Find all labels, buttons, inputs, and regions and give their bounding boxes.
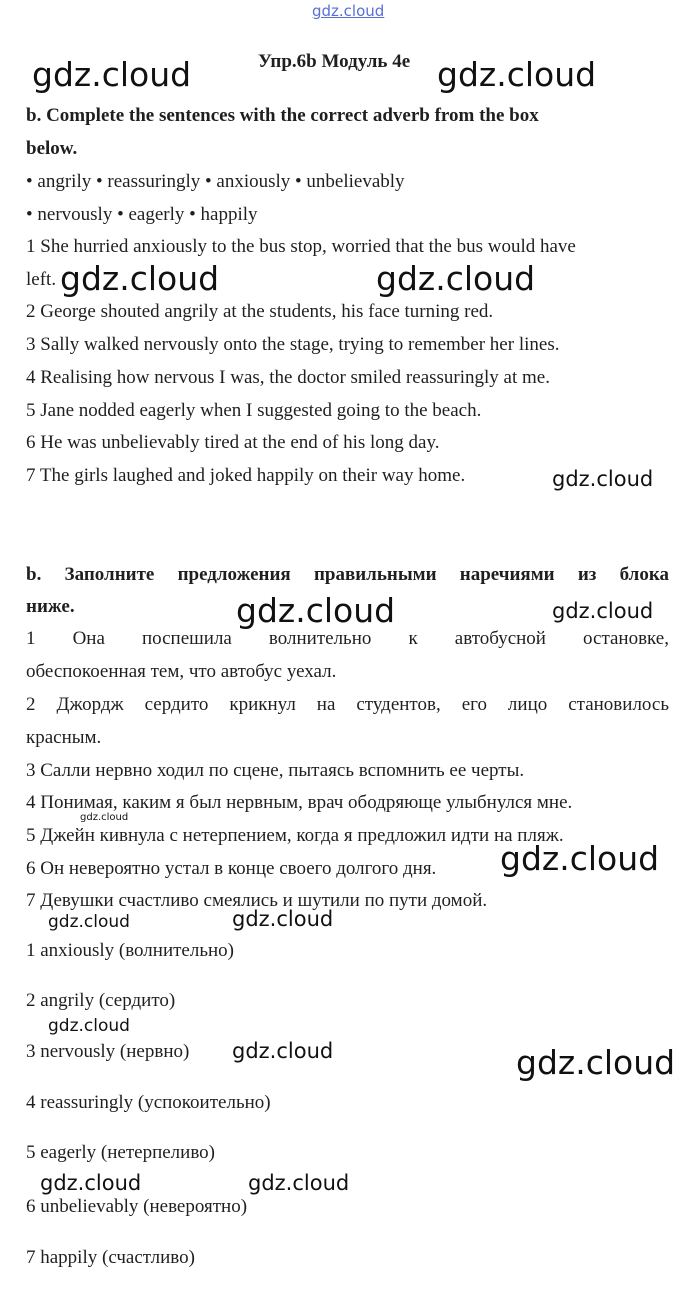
russian-sentence-6: 6 Он невероятно устал в конце своего долгого дня. <box>26 858 437 879</box>
watermark-top: gdz.cloud <box>312 2 385 20</box>
exercise-header: Упр.6b Модуль 4e <box>258 51 411 72</box>
russian-sentence-7: 7 Девушки счастливо смеялись и шутили по пути домой. <box>26 890 488 911</box>
english-sentence-1-cont: left. <box>26 269 57 290</box>
answer-4: 4 reassuringly (успокоительно) <box>26 1092 271 1113</box>
adverb-box-line-2: • nervously • eagerly • happily <box>26 204 258 225</box>
answer-5: 5 eagerly (нетерпеливо) <box>26 1142 215 1163</box>
watermark: gdz.cloud <box>32 55 192 94</box>
watermark: gdz.cloud <box>236 591 396 630</box>
english-sentence-5: 5 Jane nodded eagerly when I suggested going to the beach. <box>26 400 482 421</box>
watermark-small: gdz.cloud <box>80 812 129 823</box>
russian-sentence-1-cont: обеспокоенная тем, что автобус уехал. <box>26 661 337 682</box>
english-sentence-4: 4 Realising how nervous I was, the doctor smiled reassuringly at me. <box>26 367 550 388</box>
answer-6: 6 unbelievably (невероятно) <box>26 1196 248 1217</box>
english-instruction: b. Complete the sentences with the correct adverb from the box <box>26 105 539 126</box>
watermark: gdz.cloud <box>48 1016 130 1036</box>
watermark: gdz.cloud <box>60 259 220 298</box>
russian-sentence-5: 5 Джейн кивнула с нетерпением, когда я предложил идти на пляж. <box>26 825 564 846</box>
russian-sentence-1: 1 Она поспешила волнительно к автобусной остановке, <box>26 628 669 649</box>
watermark: gdz.cloud <box>48 912 130 932</box>
english-sentence-6: 6 He was unbelievably tired at the end of his long day. <box>26 432 440 453</box>
russian-sentence-3: 3 Салли нервно ходил по сцене, пытаясь вспомнить ее черты. <box>26 760 525 781</box>
russian-sentence-4: 4 Понимая, каким я был нервным, врач ободряюще улыбнулся мне. <box>26 792 573 813</box>
russian-sentence-2: 2 Джордж сердито крикнул на студентов, его лицо становилось <box>26 694 669 715</box>
english-sentence-3: 3 Sally walked nervously onto the stage, trying to remember her lines. <box>26 334 560 355</box>
watermark: gdz.cloud <box>500 839 660 878</box>
watermark: gdz.cloud <box>552 599 654 623</box>
english-instruction-cont: below. <box>26 138 78 159</box>
watermark: gdz.cloud <box>232 1039 334 1063</box>
answer-3: 3 nervously (нервно) <box>26 1041 190 1062</box>
russian-instruction: b. Заполните предложения правильными наречиями из блока <box>26 564 669 585</box>
watermark: gdz.cloud <box>437 55 597 94</box>
russian-sentence-2-cont: красным. <box>26 727 102 748</box>
adverb-box-line-1: • angrily • reassuringly • anxiously • unbelievably <box>26 171 405 192</box>
russian-instruction-cont: ниже. <box>26 596 75 617</box>
watermark: gdz.cloud <box>40 1171 142 1195</box>
watermark: gdz.cloud <box>232 907 334 931</box>
english-sentence-1: 1 She hurried anxiously to the bus stop, worried that the bus would have <box>26 236 576 257</box>
english-sentence-2: 2 George shouted angrily at the students, his face turning red. <box>26 301 494 322</box>
answer-2: 2 angrily (сердито) <box>26 990 176 1011</box>
watermark: gdz.cloud <box>516 1043 676 1082</box>
english-sentence-7: 7 The girls laughed and joked happily on their way home. <box>26 465 466 486</box>
answer-1: 1 anxiously (волнительно) <box>26 940 234 961</box>
watermark: gdz.cloud <box>376 259 536 298</box>
watermark: gdz.cloud <box>248 1171 350 1195</box>
watermark: gdz.cloud <box>552 467 654 491</box>
answer-7: 7 happily (счастливо) <box>26 1247 195 1268</box>
